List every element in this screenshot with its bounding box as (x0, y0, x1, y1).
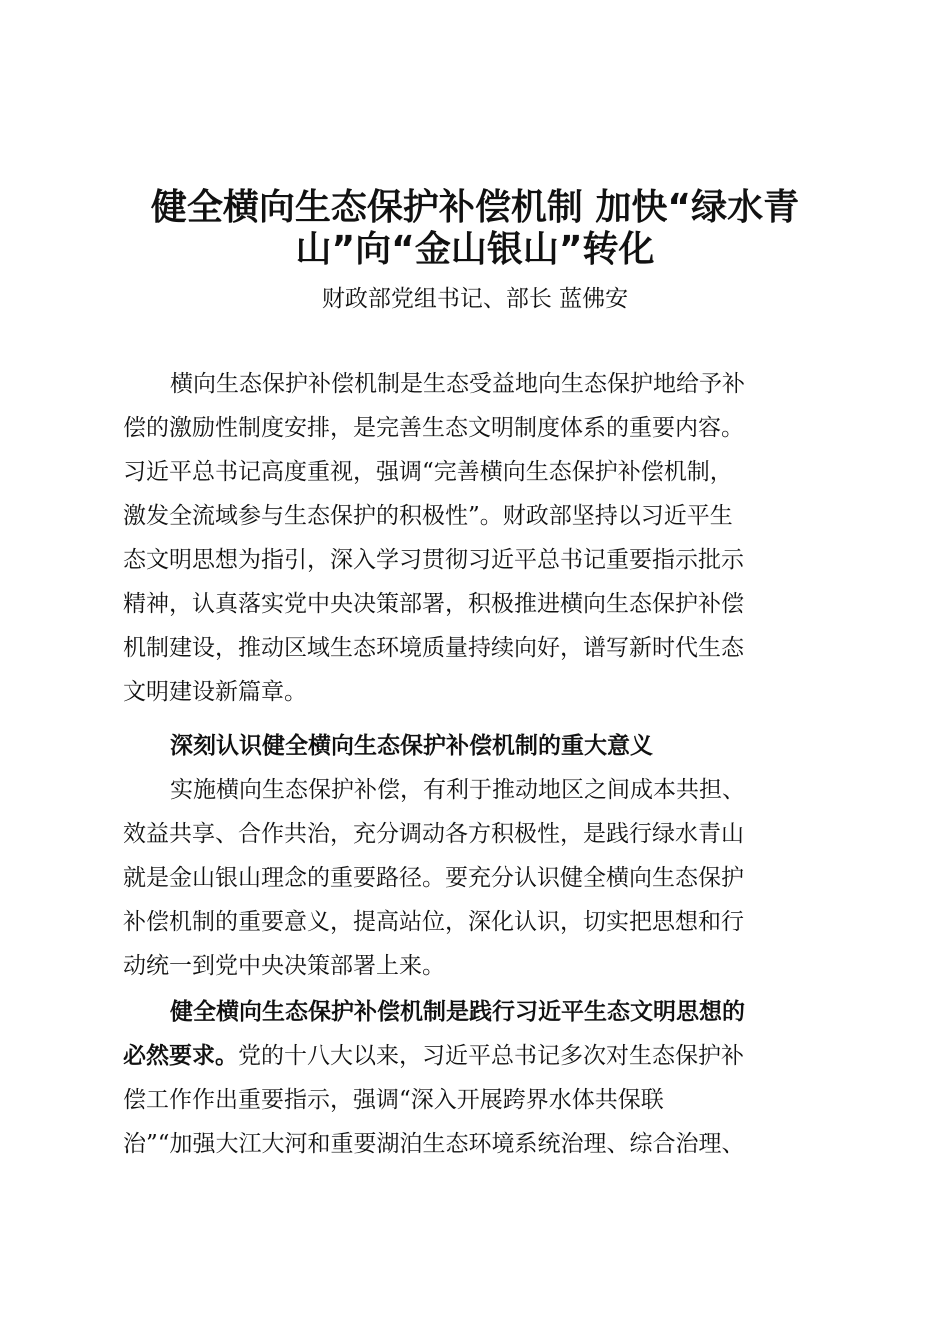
paragraph-line: 精神，认真落实党中央决策部署，积极推进横向生态保护补偿 (123, 591, 744, 617)
paragraph-line: 偿的激励性制度安排，是完善生态文明制度体系的重要内容。 (123, 415, 744, 441)
paragraph-lead-sentence-end: 必然要求。 (123, 1043, 238, 1069)
paragraph-line: 动统一到党中央决策部署上来。 (123, 953, 445, 979)
paragraph-line: 补偿机制的重要意义，提高站位，深化认识，切实把思想和行 (123, 909, 744, 935)
paragraph-line: 机制建设，推动区域生态环境质量持续向好，谱写新时代生态 (123, 635, 744, 661)
paragraph-line: 偿工作作出重要指示，强调“深入开展跨界水体共保联 (123, 1087, 664, 1113)
paragraph-line: 实施横向生态保护补偿，有利于推动地区之间成本共担、 (170, 777, 745, 803)
paragraph-line: 态文明思想为指引，深入学习贯彻习近平总书记重要指示批示 (123, 547, 744, 573)
paragraph-line: 习近平总书记高度重视，强调“完善横向生态保护补偿机制， (123, 459, 733, 485)
paragraph-line: 效益共享、合作共治，充分调动各方积极性，是践行绿水青山 (123, 821, 744, 847)
paragraph-line: 横向生态保护补偿机制是生态受益地向生态保护地给予补 (170, 371, 745, 397)
paragraph-text: 党的十八大以来，习近平总书记多次对生态保护补 (238, 1043, 744, 1069)
paragraph-line: 文明建设新篇章。 (123, 679, 307, 705)
paragraph-line (123, 1034, 744, 1078)
paragraph-lead-sentence: 健全横向生态保护补偿机制是践行习近平生态文明思想的 (170, 999, 745, 1025)
paragraph-line: 激发全流域参与生态保护的积极性”。财政部坚持以习近平生 (123, 503, 733, 529)
paragraph-line: 就是金山银山理念的重要路径。要充分认识健全横向生态保护 (123, 865, 744, 891)
document-title-line-1: 健全横向生态保护补偿机制 加快“绿水青 (150, 187, 800, 228)
author-byline: 财政部党组书记、部长 蓝佛安 (321, 286, 629, 312)
document-title-line-2: 山”向“金山银山”转化 (295, 229, 655, 270)
paragraph-line: 治”“加强大江大河和重要湖泊生态环境系统治理、综合治理、 (123, 1131, 745, 1157)
section-heading: 深刻认识健全横向生态保护补偿机制的重大意义 (170, 733, 653, 759)
